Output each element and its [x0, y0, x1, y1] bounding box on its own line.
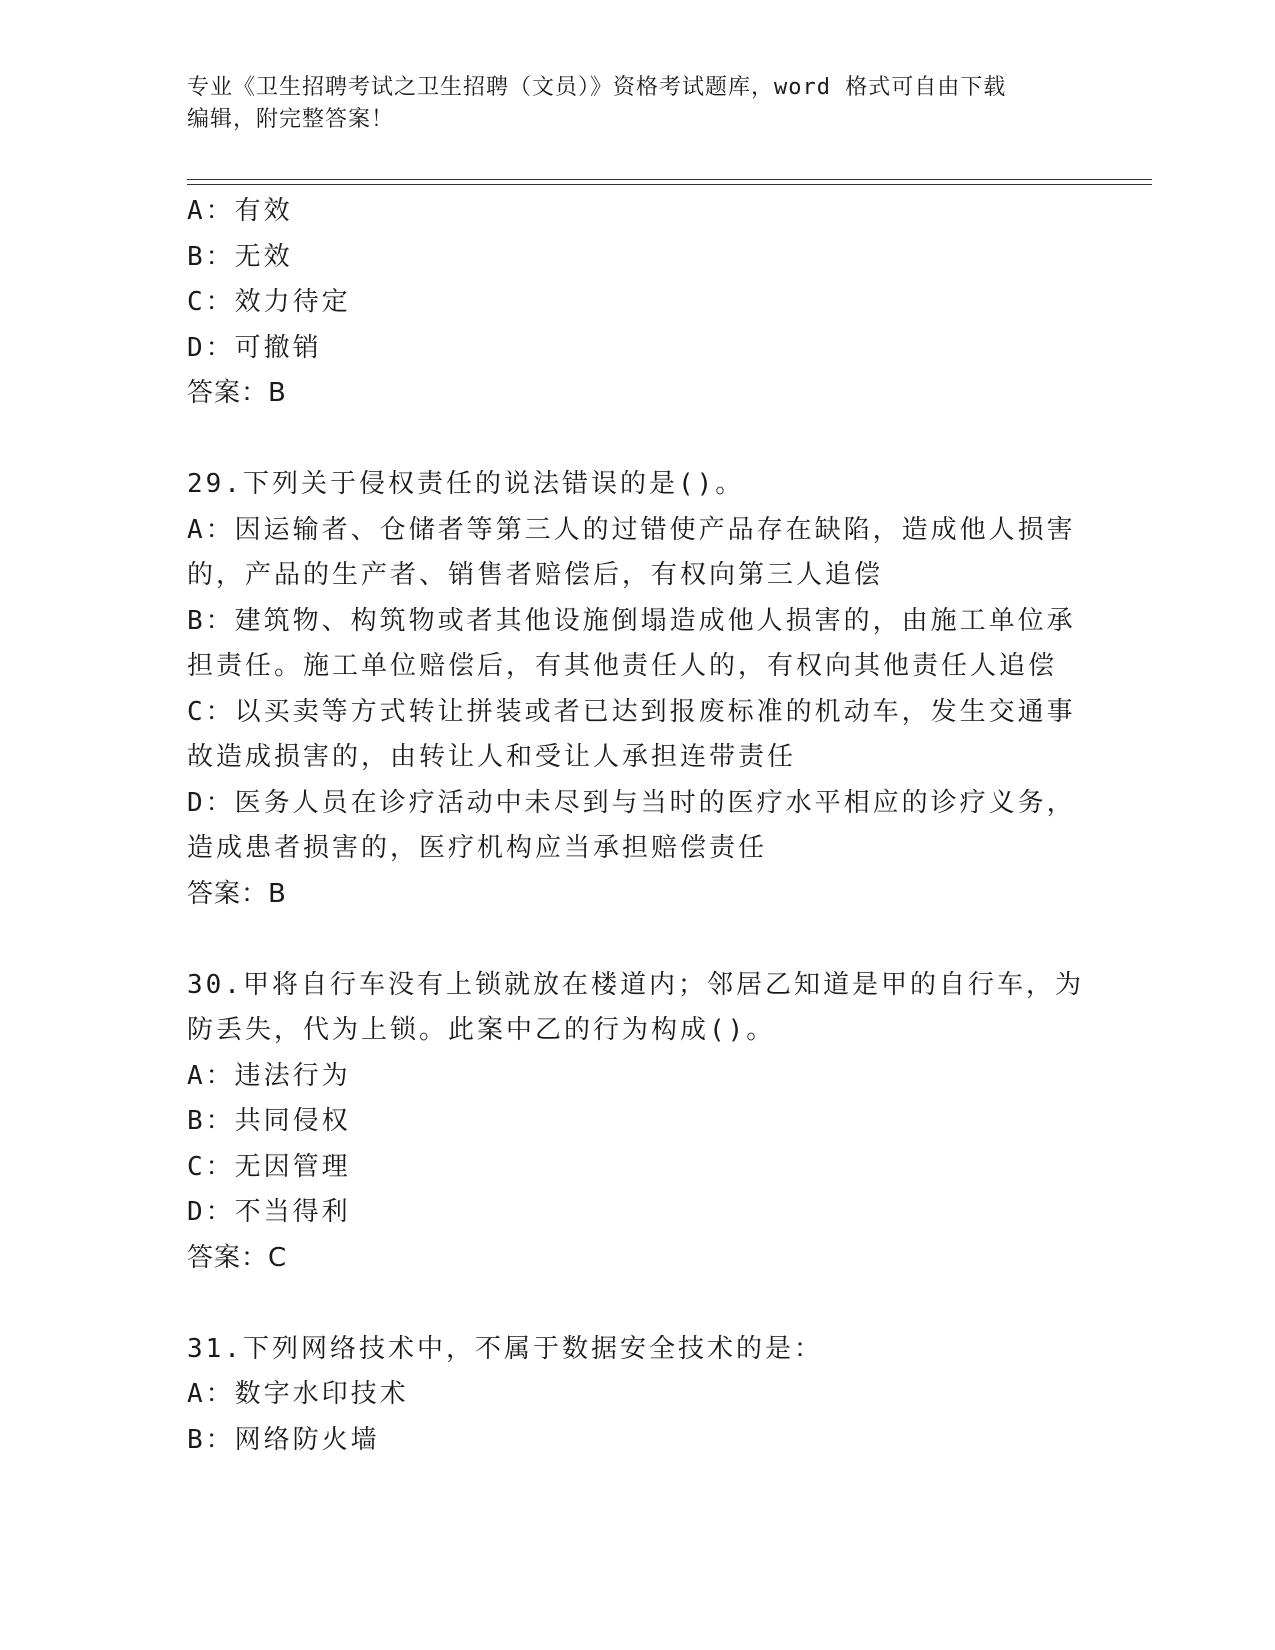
- question-stem-line-1: 30.甲将自行车没有上锁就放在楼道内；邻居乙知道是甲的自行车，为: [187, 969, 1084, 1000]
- option-d: D：可撤销: [187, 332, 322, 363]
- header-divider-top: [187, 179, 1152, 180]
- option-c: C：效力待定: [187, 287, 351, 317]
- question-stem: 31.下列网络技术中，不属于数据安全技术的是：: [187, 1333, 823, 1364]
- option-a: A：数字水印技术: [187, 1379, 409, 1409]
- question-29: [187, 462, 1087, 917]
- option-b: B：无效: [187, 241, 293, 272]
- answer-line: 答案：C: [187, 1242, 288, 1273]
- header-divider-bottom: [187, 184, 1152, 185]
- option-c-line-1: C：以买卖等方式转让拼装或者已达到报废标准的机动车，发生交通事: [187, 696, 1076, 727]
- answer-line: 答案：B: [187, 378, 287, 408]
- question-stem-line-2: 防丢失，代为上锁。此案中乙的行为构成()。: [187, 1015, 776, 1045]
- spacer: [187, 1281, 1087, 1327]
- option-b: B：共同侵权: [187, 1106, 351, 1136]
- prev-question: [187, 189, 1087, 417]
- document-header: [187, 72, 1067, 136]
- spacer: [187, 917, 1087, 963]
- option-d: D：不当得利: [187, 1197, 351, 1227]
- option-a: A：有效: [187, 196, 293, 226]
- question-31: [187, 1327, 1087, 1464]
- option-b-line-2: 担责任。施工单位赔偿后，有其他责任人的，有权向其他责任人追偿: [187, 651, 1058, 681]
- option-d-line-1: D：医务人员在诊疗活动中未尽到与当时的医疗水平相应的诊疗义务，: [187, 787, 1076, 818]
- option-b: B：网络防火墙: [187, 1424, 380, 1455]
- option-a: A：违法行为: [187, 1060, 351, 1091]
- option-d-line-2: 造成患者损害的，医疗机构应当承担赔偿责任: [187, 833, 768, 863]
- question-stem: 29.下列关于侵权责任的说法错误的是()。: [187, 469, 745, 499]
- header-line-2: 编辑，附完整答案！: [187, 107, 395, 132]
- answer-line: 答案：B: [187, 878, 287, 909]
- option-a-line-2: 的，产品的生产者、销售者赔偿后，有权向第三人追偿: [187, 560, 884, 590]
- option-c-line-2: 故造成损害的，由转让人和受让人承担连带责任: [187, 742, 797, 772]
- option-b-line-1: B：建筑物、构筑物或者其他设施倒塌造成他人损害的，由施工单位承: [187, 605, 1076, 636]
- question-content: [187, 189, 1087, 1463]
- spacer: [187, 417, 1087, 463]
- question-30: [187, 963, 1087, 1282]
- option-c: C：无因管理: [187, 1151, 351, 1182]
- option-a-line-1: A：因运输者、仓储者等第三人的过错使产品存在缺陷，造成他人损害: [187, 514, 1076, 545]
- header-line-1: 专业《卫生招聘考试之卫生招聘（文员）》资格考试题库，word 格式可自由下载: [187, 75, 1007, 100]
